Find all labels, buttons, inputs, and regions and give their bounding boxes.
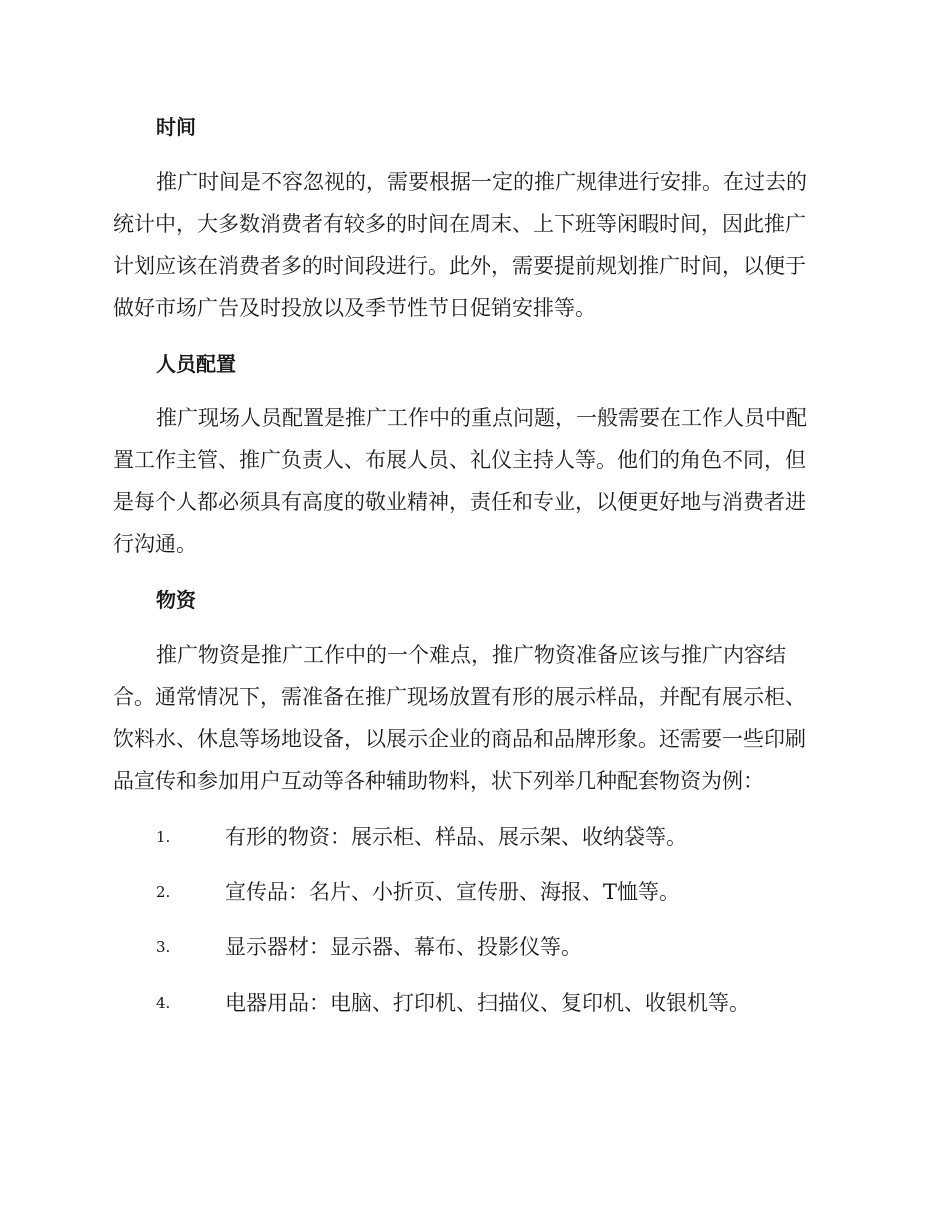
paragraph-line: 饮料水、休息等场地设备，以展示企业的商品和品牌形象。还需要一些印刷 [113,727,806,751]
list-item [156,930,836,964]
paragraph-line: 统计中，大多数消费者有较多的时间在周末、上下班等闲暇时间，因此推广 [113,212,806,236]
paragraph-line: 推广物资是推广工作中的一个难点，推广物资准备应该与推广内容结 [156,643,786,667]
paragraph-line: 置工作主管、推广负责人、布展人员、礼仪主持人等。他们的角色不同，但 [113,448,806,472]
list-item-text: 电器用品：电脑、打印机、扫描仪、复印机、收银机等。 [225,991,750,1015]
list-item-number: 1. [156,828,171,846]
paragraph-line: 品宣传和参加用户互动等各种辅助物料，状下列举几种配套物资为例： [113,769,764,793]
section-heading-materials: 物资 [156,588,196,612]
paragraph-line: 行沟通。 [113,532,197,556]
list-item-text: 显示器材：显示器、幕布、投影仪等。 [225,935,582,959]
list-item-text: 宣传品：名片、小折页、宣传册、海报、T恤等。 [225,880,681,904]
paragraph-line: 合。通常情况下，需准备在推广现场放置有形的展示样品，并配有展示柜、 [113,685,806,709]
list-item-text: 有形的物资：展示柜、样品、展示架、收纳袋等。 [225,825,687,849]
section-paragraph-materials [113,634,837,802]
paragraph-line: 是每个人都必须具有高度的敬业精神，责任和专业，以便更好地与消费者进 [113,490,806,514]
paragraph-line: 推广时间是不容忽视的，需要根据一定的推广规律进行安排。在过去的 [156,170,807,194]
list-item [156,820,836,854]
section-paragraph-time [113,161,837,329]
list-item [156,875,836,909]
section-paragraph-staffing [113,397,837,565]
list-item [156,986,836,1020]
list-item-number: 4. [156,994,171,1012]
section-heading-time: 时间 [156,115,196,139]
list-item-number: 2. [156,883,171,901]
paragraph-line: 推广现场人员配置是推广工作中的重点问题，一般需要在工作人员中配 [156,406,807,430]
paragraph-line: 计划应该在消费者多的时间段进行。此外，需要提前规划推广时间，以便于 [113,254,806,278]
section-heading-staffing: 人员配置 [156,352,236,376]
list-item-number: 3. [156,938,171,956]
paragraph-line: 做好市场广告及时投放以及季节性节日促销安排等。 [113,296,596,320]
